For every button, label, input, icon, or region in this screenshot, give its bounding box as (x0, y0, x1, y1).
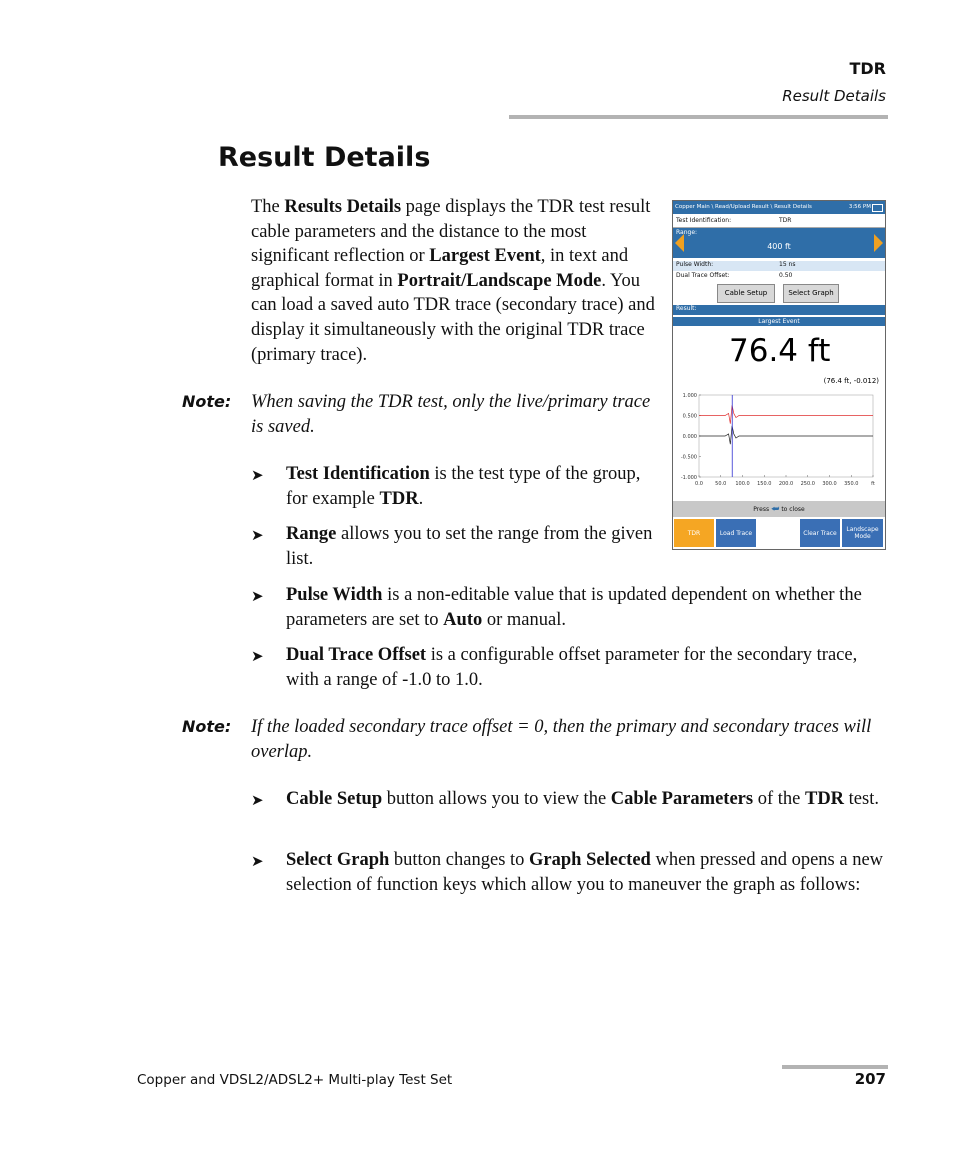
section-title: Result Details (782, 87, 886, 105)
x-tick-label: ft (871, 481, 875, 487)
battery-icon (872, 204, 883, 212)
result-row (673, 305, 885, 315)
header-rule (509, 115, 888, 119)
bullet-marker: ➤ (251, 649, 264, 665)
x-tick-label: 350.0 (844, 481, 859, 487)
back-arrow-icon: ⮨ (771, 504, 780, 514)
test-identification-value: TDR (779, 217, 792, 224)
bullet-range: Range allows you to set the range from the given list. (286, 524, 653, 569)
intro-paragraph: The Results Details page displays the TDR test result cable parameters and the distance to the most significant reflection or Largest Event, in text and graphical format in Portrait/Landscape Mode. You can load a saved auto TDR trace (secondary trace) and display it simultaneously with the original TDR trace (primary trace). (251, 197, 655, 365)
chapter-title: TDR (849, 59, 886, 78)
bullet-dual-trace-offset: Dual Trace Offset is a configurable offset parameter for the secondary trace, with a range of -1.0 to 1.0. (286, 645, 858, 690)
press-to-close-bar (673, 501, 885, 517)
dual-trace-offset-value: 0.50 (779, 272, 793, 279)
largest-event-row (673, 317, 885, 326)
cable-setup-button[interactable]: Cable Setup (717, 284, 775, 303)
x-tick-label: 100.0 (735, 481, 750, 487)
fkey-clear-trace[interactable]: Clear Trace (800, 519, 840, 547)
note-text: If the loaded secondary trace offset = 0, then the primary and secondary traces will overlap. (251, 717, 872, 762)
device-breadcrumb: Copper Main \ Read/Upload Result \ Result Details (675, 204, 812, 210)
y-tick-label: 0.000 (682, 434, 697, 440)
test-identification-label: Test Identification: (676, 217, 732, 224)
result-label: Result: (676, 305, 697, 312)
bullet-test-identification: Test Identification is the test type of the group, for example TDR. (286, 464, 641, 509)
distance-value: 76.4 ft (729, 333, 831, 369)
largest-event-label: Largest Event (758, 318, 800, 325)
secondary-trace (699, 426, 873, 444)
x-tick-label: 300.0 (822, 481, 837, 487)
device-titlebar (673, 201, 885, 214)
dual-trace-offset-label: Dual Trace Offset: (676, 272, 730, 279)
fkey-landscape-mode[interactable]: Landscape Mode (842, 519, 883, 547)
footer-product: Copper and VDSL2/ADSL2+ Multi-play Test Set (137, 1072, 453, 1088)
select-graph-button[interactable]: Select Graph (783, 284, 839, 303)
y-tick-label: -0.500 (680, 454, 697, 461)
pulse-width-label: Pulse Width: (676, 261, 714, 268)
bullet-select-graph: Select Graph button changes to Graph Selected when pressed and opens a new selection of function keys which allow you to maneuver the graph as follows: (286, 850, 884, 895)
y-tick-label: 0.500 (682, 413, 697, 420)
bullet-marker: ➤ (251, 589, 264, 605)
x-tick-label: 200.0 (778, 481, 794, 487)
device-time: 3:56 PM (848, 204, 871, 210)
bullet-marker: ➤ (251, 793, 264, 809)
y-tick-label: 1.000 (682, 393, 697, 399)
page-title: Result Details (218, 142, 431, 173)
cursor-readout: (76.4 ft, -0.012) (823, 377, 879, 385)
dual-trace-offset-row[interactable] (673, 272, 885, 282)
footer-rule (782, 1065, 888, 1069)
y-tick-label: -1.000 (680, 475, 697, 481)
bullet-marker: ➤ (251, 528, 264, 544)
x-tick-label: 150.0 (757, 481, 772, 487)
note-text: When saving the TDR test, only the live/primary trace is saved. (251, 392, 651, 437)
fkey-blank[interactable] (758, 519, 798, 547)
fkey-tdr[interactable]: TDR (674, 519, 714, 547)
tdr-graph[interactable] (673, 387, 885, 499)
pulse-width-value: 15 ns (779, 261, 796, 268)
device-screenshot (672, 200, 886, 550)
note-label: Note: (182, 392, 232, 411)
x-tick-label: 0.0 (695, 481, 703, 487)
primary-trace (699, 405, 873, 423)
fkey-load-trace[interactable]: Load Trace (716, 519, 756, 547)
x-tick-label: 50.0 (715, 481, 727, 487)
range-value: 400 ft (767, 242, 791, 251)
x-tick-label: 250.0 (800, 481, 815, 487)
range-row[interactable] (673, 228, 885, 258)
bullet-marker: ➤ (251, 854, 264, 870)
page-number: 207 (854, 1070, 886, 1088)
to-close-label: to close (781, 506, 805, 513)
pulse-width-row (673, 261, 885, 271)
range-label: Range: (676, 229, 698, 236)
note-label: Note: (182, 717, 232, 736)
press-label: Press (753, 506, 770, 513)
bullet-pulse-width: Pulse Width is a non-editable value that is updated dependent on whether the parameters are set to Auto or manual. (286, 585, 862, 630)
test-identification-row (673, 217, 885, 228)
range-right-arrow-icon[interactable] (874, 234, 883, 252)
bullet-cable-setup: Cable Setup button allows you to view the Cable Parameters of the TDR test. (286, 789, 879, 809)
bullet-marker: ➤ (251, 468, 264, 484)
